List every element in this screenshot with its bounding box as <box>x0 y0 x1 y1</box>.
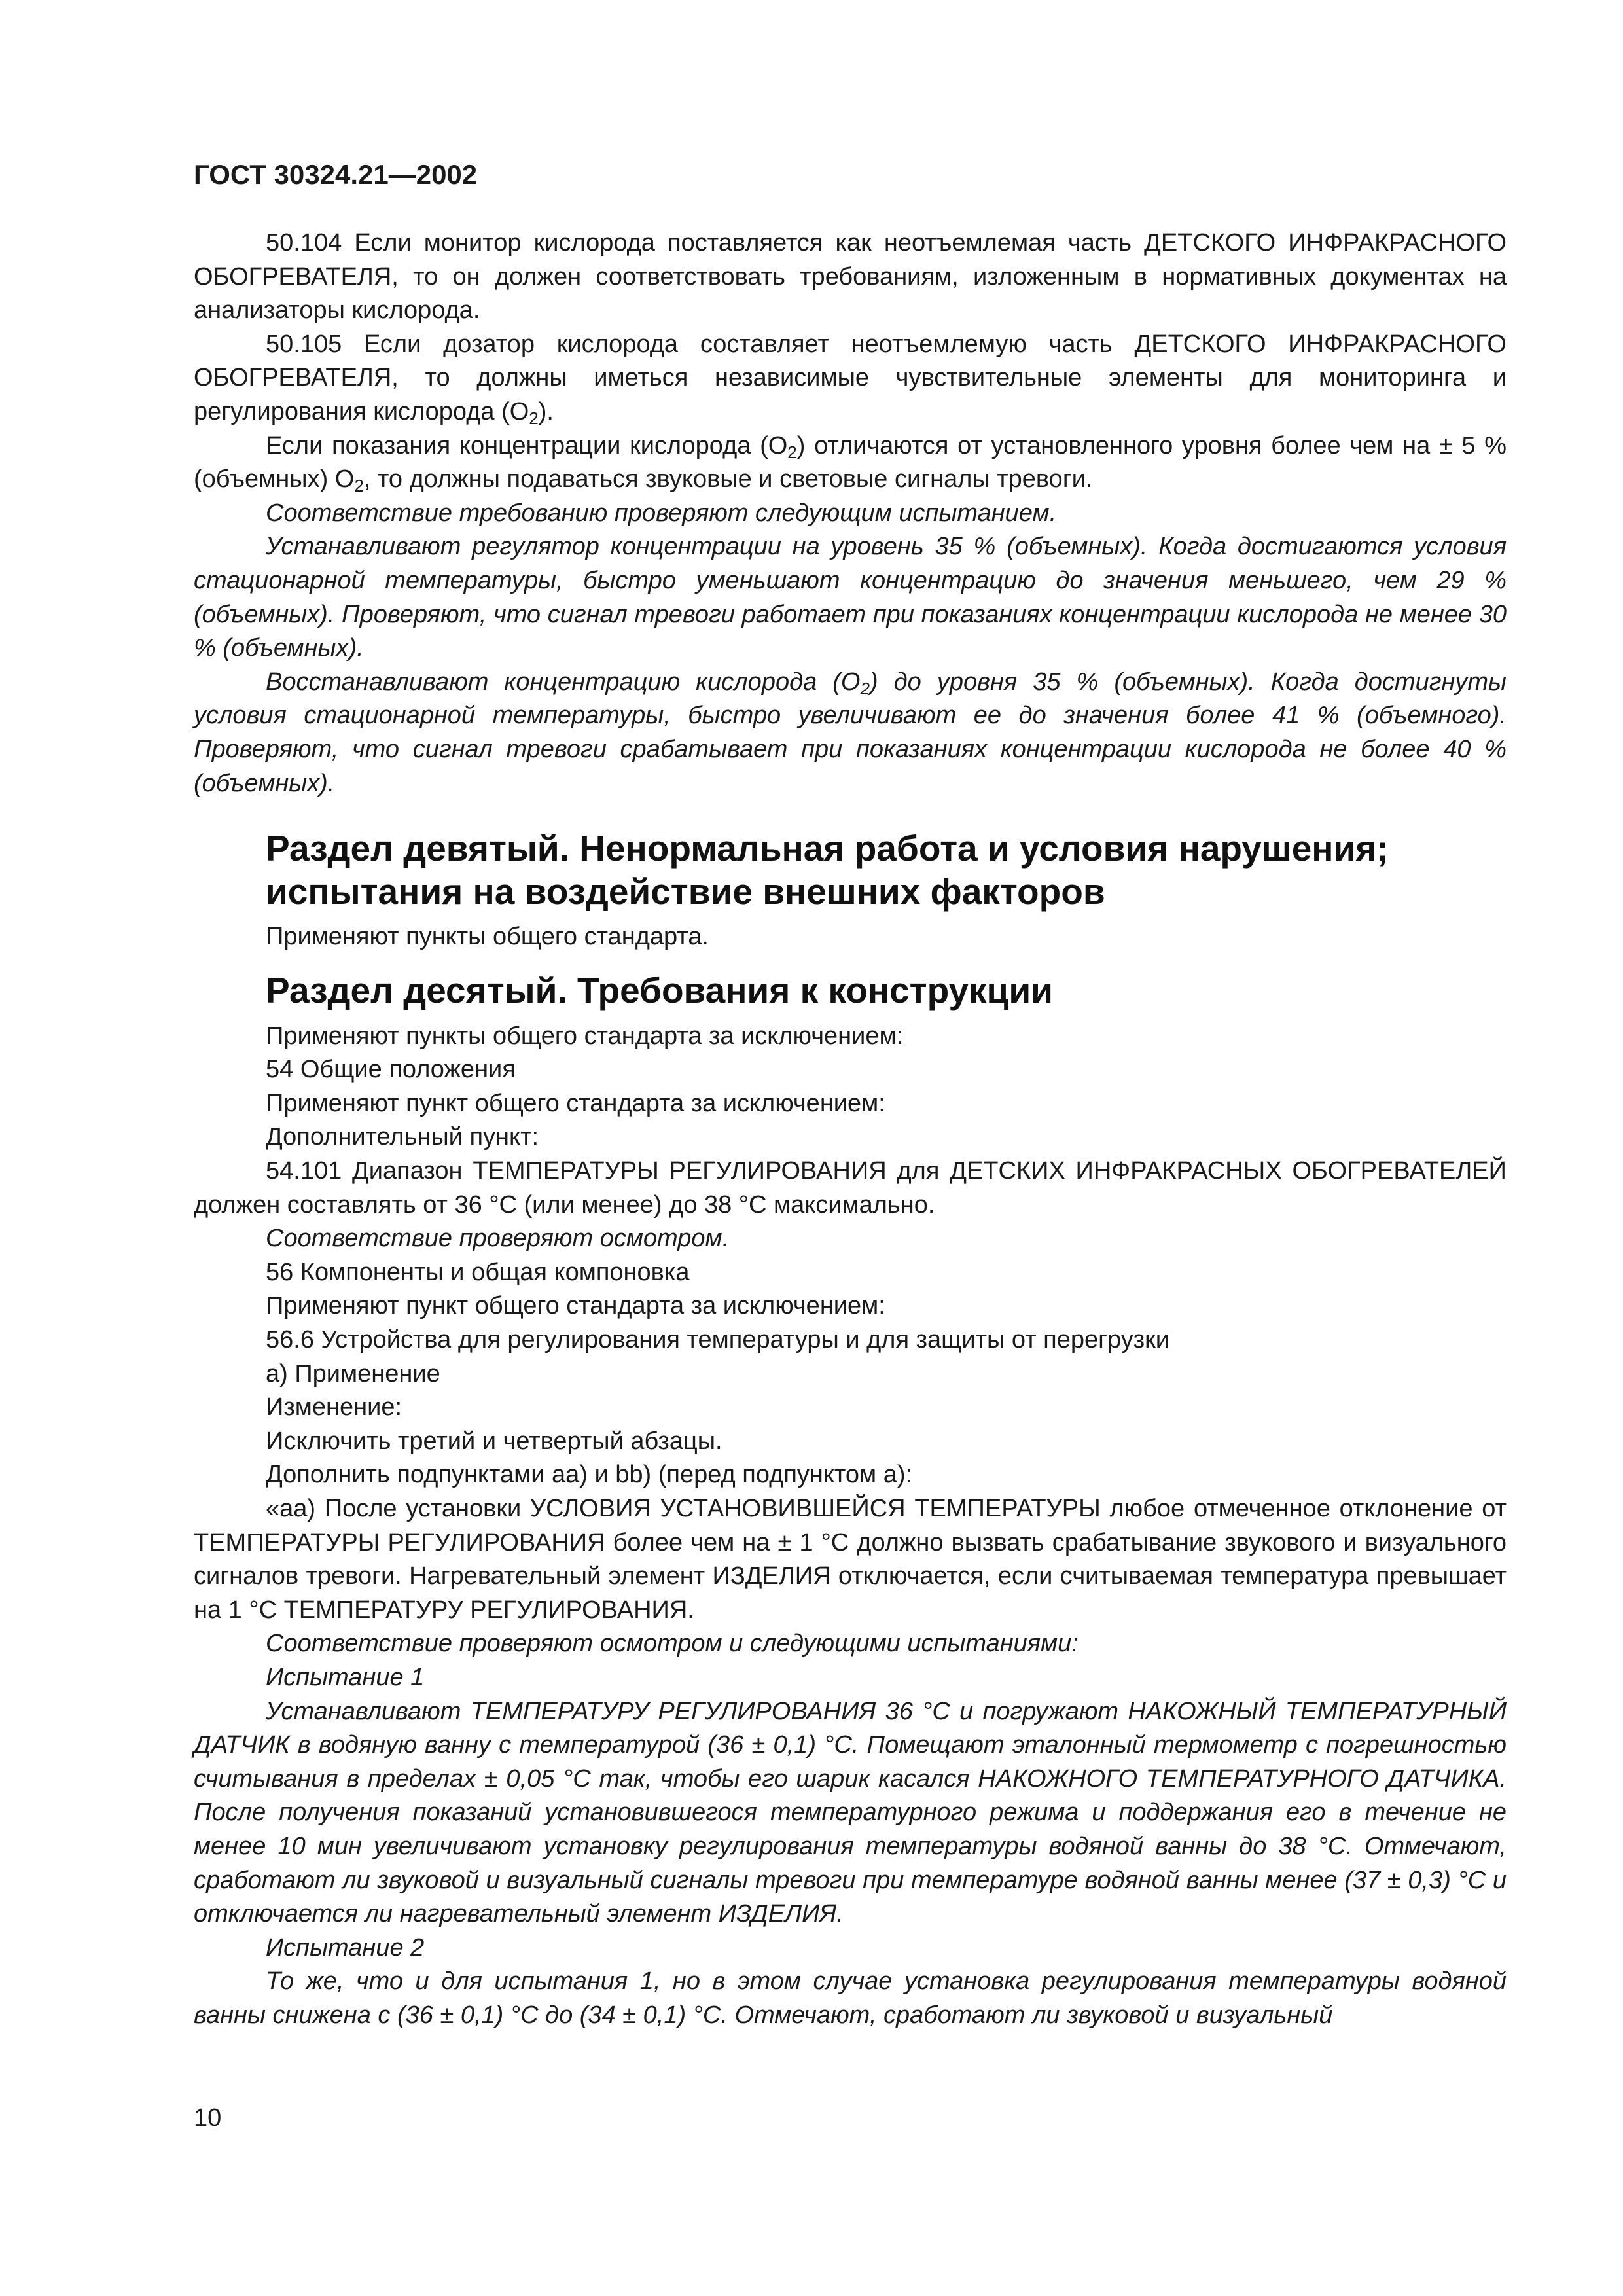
test-2-title: Испытание 2 <box>266 1933 425 1962</box>
paragraph-alarm-limits: Если показания концентрации кислорода $(O_2)$ отличаются от установленного уровня более чем на ± 5 % (объемных) $O_2$, то должны подаваться звуковые и световые сигналы тревоги. <box>194 431 1507 496</box>
section-10-line: Применяют пункт общего стандарта за исключением: <box>266 1292 885 1320</box>
clause-54-title: 54 Общие положения <box>266 1056 516 1084</box>
exclude-instruction: Исключить третий и четвертый абзацы. <box>266 1427 722 1455</box>
test-2-body: То же, что и для испытания 1, но в этом случае установка регулирования температуры водяной ванны снижена с (36 ± 0,1) °С до (34 ± 0,1) °С. Отмечают, сработают ли звуковой и визуальный <box>194 1967 1507 2029</box>
clause-56-6-title: 56.6 Устройства для регулирования температуры и для защиты от перегрузки <box>266 1326 1170 1354</box>
compliance-inspection: Соответствие проверяют осмотром. <box>266 1225 730 1253</box>
subclause-aa: «аа) После установки УСЛОВИЯ УСТАНОВИВШЕЙСЯ ТЕМПЕРАТУРЫ любое отмеченное отклонение от ТЕМПЕРАТУРЫ РЕГУЛИРОВАНИЯ более чем на ± 1 °С должно вызвать срабатывание звукового и визуального сигналов тревоги. Нагревательный элемент ИЗДЕЛИЯ отключается, если считываемая температура превышает на 1 °С ТЕМПЕРАТУРУ РЕГУЛИРОВАНИЯ. <box>194 1495 1507 1624</box>
add-instruction: Дополнить подпунктами аа) и bb) (перед подпунктом а): <box>266 1461 913 1489</box>
section-10-heading: Раздел десятый. Требования к конструкции <box>266 969 1053 1011</box>
paragraph-compliance-test: Соответствие требованию проверяют следующим испытанием. <box>266 499 1057 527</box>
paragraph-50-104: 50.104 Если монитор кислорода поставляется как неотъемлемая часть ДЕТСКОГО ИНФРАКРАСНОГО ОБОГРЕВАТЕЛЯ, то он должен соответствовать требованиям, изложенным в нормативных документах на анализаторы кислорода. <box>194 229 1507 325</box>
compliance-tests: Соответствие проверяют осмотром и следующими испытаниями: <box>266 1630 1079 1658</box>
section-9-heading: Раздел девятый. Ненормальная работа и условия нарушения; испытания на воздействие внешних факторов <box>266 828 1389 912</box>
section-10-line: Применяют пункт общего стандарта за исключением: <box>266 1089 885 1117</box>
document-body <box>194 226 1507 2033</box>
section-10-line: Применяют пункты общего стандарта за исключением: <box>266 1022 904 1050</box>
paragraph-restore-procedure: Восстанавливают концентрацию кислорода $(O_2)$ до уровня 35 % (объемных). Когда достигнуты условия стационарной температуры, быстро увеличивают ее до значения более 41 % (объемного). Проверяют, что сигнал тревоги срабатывает при показаниях концентрации кислорода не более 40 % (объемных). <box>194 668 1507 797</box>
standard-header: ГОСТ 30324.21—2002 <box>194 159 478 190</box>
subclause-a: а) Применение <box>266 1359 440 1388</box>
section-10-line: Дополнительный пункт: <box>266 1123 539 1151</box>
test-1-title: Испытание 1 <box>266 1663 425 1691</box>
clause-56-title: 56 Компоненты и общая компоновка <box>266 1258 690 1286</box>
change-label: Изменение: <box>266 1393 402 1422</box>
test-1-body: Устанавливают ТЕМПЕРАТУРУ РЕГУЛИРОВАНИЯ 36 °С и погружают НАКОЖНЫЙ ТЕМПЕРАТУРНЫЙ ДАТЧИК в водяную ванну с температурой (36 ± 0,1) °С. Помещают эталонный термометр с погрешностью считывания в пределах ± 0,05 °С так, чтобы его шарик касался НАКОЖНОГО ТЕМПЕРАТУРНОГО ДАТЧИКА. После получения показаний установившегося температурного режима и поддержания его в течение не менее 10 мин увеличивают установку регулирования температуры водяной ванны до 38 °С. Отмечают, сработают ли звуковой и визуальный сигналы тревоги при температуре водяной ванны менее (37 ± 0,3) °С и отключается ли нагревательный элемент ИЗДЕЛИЯ. <box>194 1697 1507 1928</box>
page-number: 10 <box>194 2104 222 2132</box>
section-9-body: Применяют пункты общего стандарта. <box>266 923 709 951</box>
paragraph-test-procedure: Устанавливают регулятор концентрации на уровень 35 % (объемных). Когда достигаются условия стационарной температуры, быстро уменьшают концентрацию до значения меньшего, чем 29 % (объемных). Проверяют, что сигнал тревоги работает при показаниях концентрации кислорода не менее 30 % (объемных). <box>194 533 1507 662</box>
paragraph-50-105: 50.105 Если дозатор кислорода составляет неотъемлемую часть ДЕТСКОГО ИНФРАКРАСНОГО ОБОГРЕВАТЕЛЯ, то должны иметься независимые чувствительные элементы для мониторинга и регулирования кислорода $(O_2)$. <box>194 330 1507 428</box>
clause-54-101: 54.101 Диапазон ТЕМПЕРАТУРЫ РЕГУЛИРОВАНИЯ для ДЕТСКИХ ИНФРАКРАСНЫХ ОБОГРЕВАТЕЛЕЙ должен составлять от 36 °С (или менее) до 38 °С максимально. <box>194 1157 1507 1219</box>
